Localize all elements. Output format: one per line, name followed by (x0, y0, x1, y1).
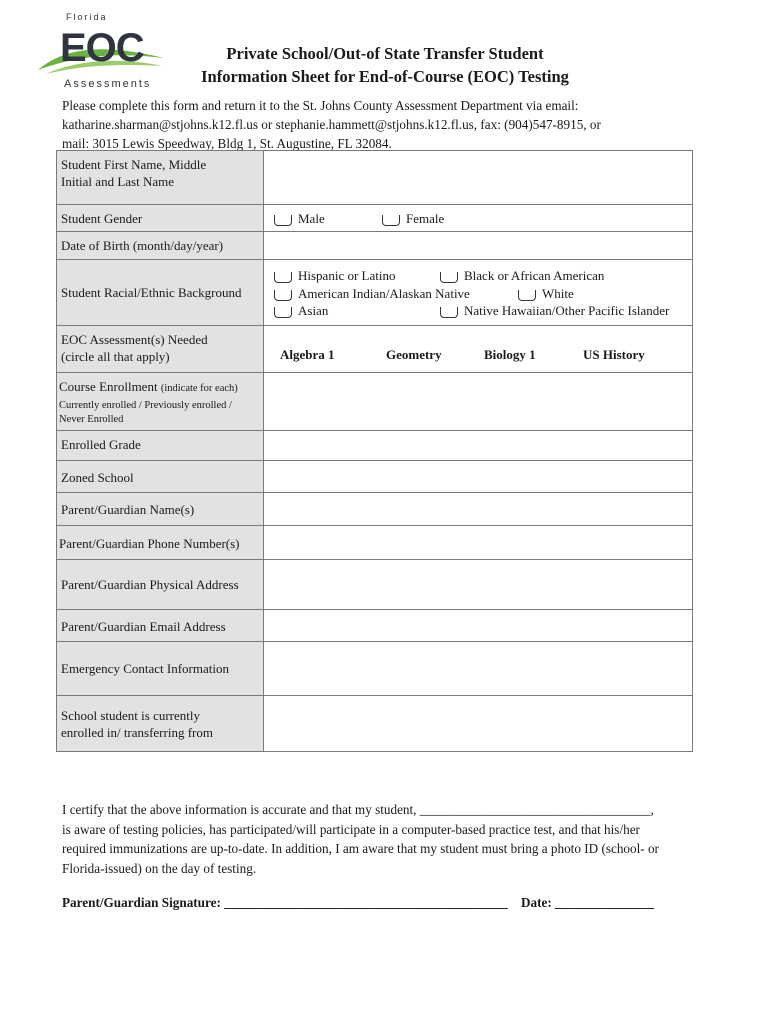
option-label: White (542, 286, 574, 301)
label-student-name (57, 151, 264, 205)
signature-field[interactable]: Parent/Guardian Signature: ___________________________________________ (62, 895, 508, 910)
guardian-email-field[interactable] (264, 610, 693, 642)
zoned-school-field[interactable] (264, 461, 693, 493)
cert-line-4: Florida-issued) on the day of testing. (62, 860, 257, 876)
checkbox-icon[interactable] (274, 307, 292, 318)
row-emergency-contact (57, 642, 693, 696)
row-guardian-address (57, 560, 693, 610)
option-label: Hispanic or Latino (298, 268, 396, 283)
certification-text (62, 800, 702, 878)
logo-assessments-text: Assessments (64, 78, 152, 90)
checkbox-icon[interactable] (440, 307, 458, 318)
student-name-field[interactable] (264, 151, 693, 205)
label-course-enrollment (57, 373, 264, 431)
label-line: EOC Assessment(s) Needed (61, 332, 208, 347)
option-label: Native Hawaiian/Other Pacific Islander (464, 303, 670, 318)
checkbox-icon[interactable] (274, 290, 292, 301)
checkbox-icon[interactable] (518, 290, 536, 301)
label-small: (indicate for each) (160, 383, 238, 394)
race-field (264, 260, 693, 326)
row-student-name (57, 151, 693, 205)
label-line: (circle all that apply) (61, 349, 170, 364)
title-line-2: Information Sheet for End-of-Course (EOC) Testing (201, 67, 569, 86)
label-note: Currently enrolled / Previously enrolled / (59, 400, 232, 411)
option-label: Female (406, 211, 445, 226)
checkbox-icon[interactable] (274, 215, 292, 226)
guardian-address-field[interactable] (264, 560, 693, 610)
row-race (57, 260, 693, 326)
label-guardian-address: Parent/Guardian Physical Address (57, 560, 264, 610)
label-guardian-phone: Parent/Guardian Phone Number(s) (57, 526, 264, 560)
eoc-logo (36, 12, 166, 92)
option-label: Male (298, 211, 325, 226)
race-option-pacific-islander[interactable] (440, 303, 669, 319)
guardian-name-field[interactable] (264, 493, 693, 526)
row-grade (57, 431, 693, 461)
date-field[interactable]: Date: _______________ (521, 895, 654, 910)
intro-text (62, 96, 702, 153)
label-line: enrolled in/ transferring from (61, 724, 213, 740)
eoc-needed-field (264, 326, 693, 373)
label-emergency-contact: Emergency Contact Information (57, 642, 264, 696)
gender-female-option[interactable] (382, 211, 444, 227)
eoc-option-us-history[interactable]: US History (583, 347, 645, 362)
race-option-white[interactable] (518, 286, 574, 302)
cert-line-1: I certify that the above information is accurate and that my student, ___________________________________, (62, 802, 654, 817)
row-guardian-email (57, 610, 693, 642)
logo-florida-text: Florida (66, 12, 108, 22)
checkbox-icon[interactable] (440, 272, 458, 283)
row-eoc-needed (57, 326, 693, 373)
row-course-enrollment (57, 373, 693, 431)
row-guardian-phone (57, 526, 693, 560)
row-gender (57, 205, 693, 232)
eoc-option-algebra[interactable]: Algebra 1 (280, 347, 335, 362)
label-dob: Date of Birth (month/day/year) (57, 232, 264, 260)
intro-line-2: katharine.sharman@stjohns.k12.fl.us or stephanie.hammett@stjohns.k12.fl.us, fax: (904)547-8915, or (62, 117, 601, 132)
label-current-school (57, 696, 264, 752)
label-grade: Enrolled Grade (57, 431, 264, 461)
guardian-phone-field[interactable] (264, 526, 693, 560)
label-line (59, 378, 263, 396)
title-line-1: Private School/Out-of State Transfer Student (226, 44, 544, 63)
label-eoc-needed (57, 326, 264, 373)
row-zoned-school (57, 461, 693, 493)
row-current-school (57, 696, 693, 752)
label-note: Never Enrolled (59, 414, 124, 425)
race-option-asian[interactable] (274, 303, 328, 319)
cert-line-2: is aware of testing policies, has participated/will participate in a computer-based practice test, and that his/her (62, 821, 640, 837)
page-title (170, 42, 600, 88)
checkbox-icon[interactable] (382, 215, 400, 226)
label-guardian-name: Parent/Guardian Name(s) (57, 493, 264, 526)
intro-line-1: Please complete this form and return it to the St. Johns County Assessment Department via email: (62, 98, 579, 113)
option-label: Asian (298, 303, 329, 318)
gender-male-option[interactable] (274, 211, 325, 227)
intro-line-3: mail: 3015 Lewis Speedway, Bldg 1, St. Augustine, FL 32084. (62, 136, 392, 151)
gender-field (264, 205, 693, 232)
signature-line (62, 895, 702, 911)
cert-line-3: required immunizations are up-to-date. In addition, I am aware that my student must bring a photo ID (school- or (62, 841, 659, 856)
dob-field[interactable] (264, 232, 693, 260)
label-zoned-school: Zoned School (57, 461, 264, 493)
race-option-american-indian[interactable] (274, 286, 470, 302)
logo-eoc-text: EOC (60, 26, 144, 70)
eoc-option-geometry[interactable]: Geometry (386, 347, 442, 362)
race-option-black[interactable] (440, 268, 604, 284)
option-label: Black or African American (464, 268, 605, 283)
label-race: Student Racial/Ethnic Background (57, 260, 264, 326)
label-line: School student is currently (61, 707, 201, 723)
emergency-contact-field[interactable] (264, 642, 693, 696)
eoc-option-biology[interactable]: Biology 1 (484, 347, 536, 362)
current-school-field[interactable] (264, 696, 693, 752)
label-guardian-email: Parent/Guardian Email Address (57, 610, 264, 642)
label-line: Student First Name, Middle (61, 157, 207, 172)
grade-field[interactable] (264, 431, 693, 461)
race-option-hispanic[interactable] (274, 268, 395, 284)
row-guardian-name (57, 493, 693, 526)
course-enrollment-field[interactable] (264, 373, 693, 431)
info-form-table (56, 150, 693, 752)
row-dob (57, 232, 693, 260)
option-label: American Indian/Alaskan Native (298, 286, 470, 301)
label-line: Initial and Last Name (61, 174, 174, 189)
label-gender: Student Gender (57, 205, 264, 232)
checkbox-icon[interactable] (274, 272, 292, 283)
label-main: Course Enrollment (59, 379, 158, 394)
